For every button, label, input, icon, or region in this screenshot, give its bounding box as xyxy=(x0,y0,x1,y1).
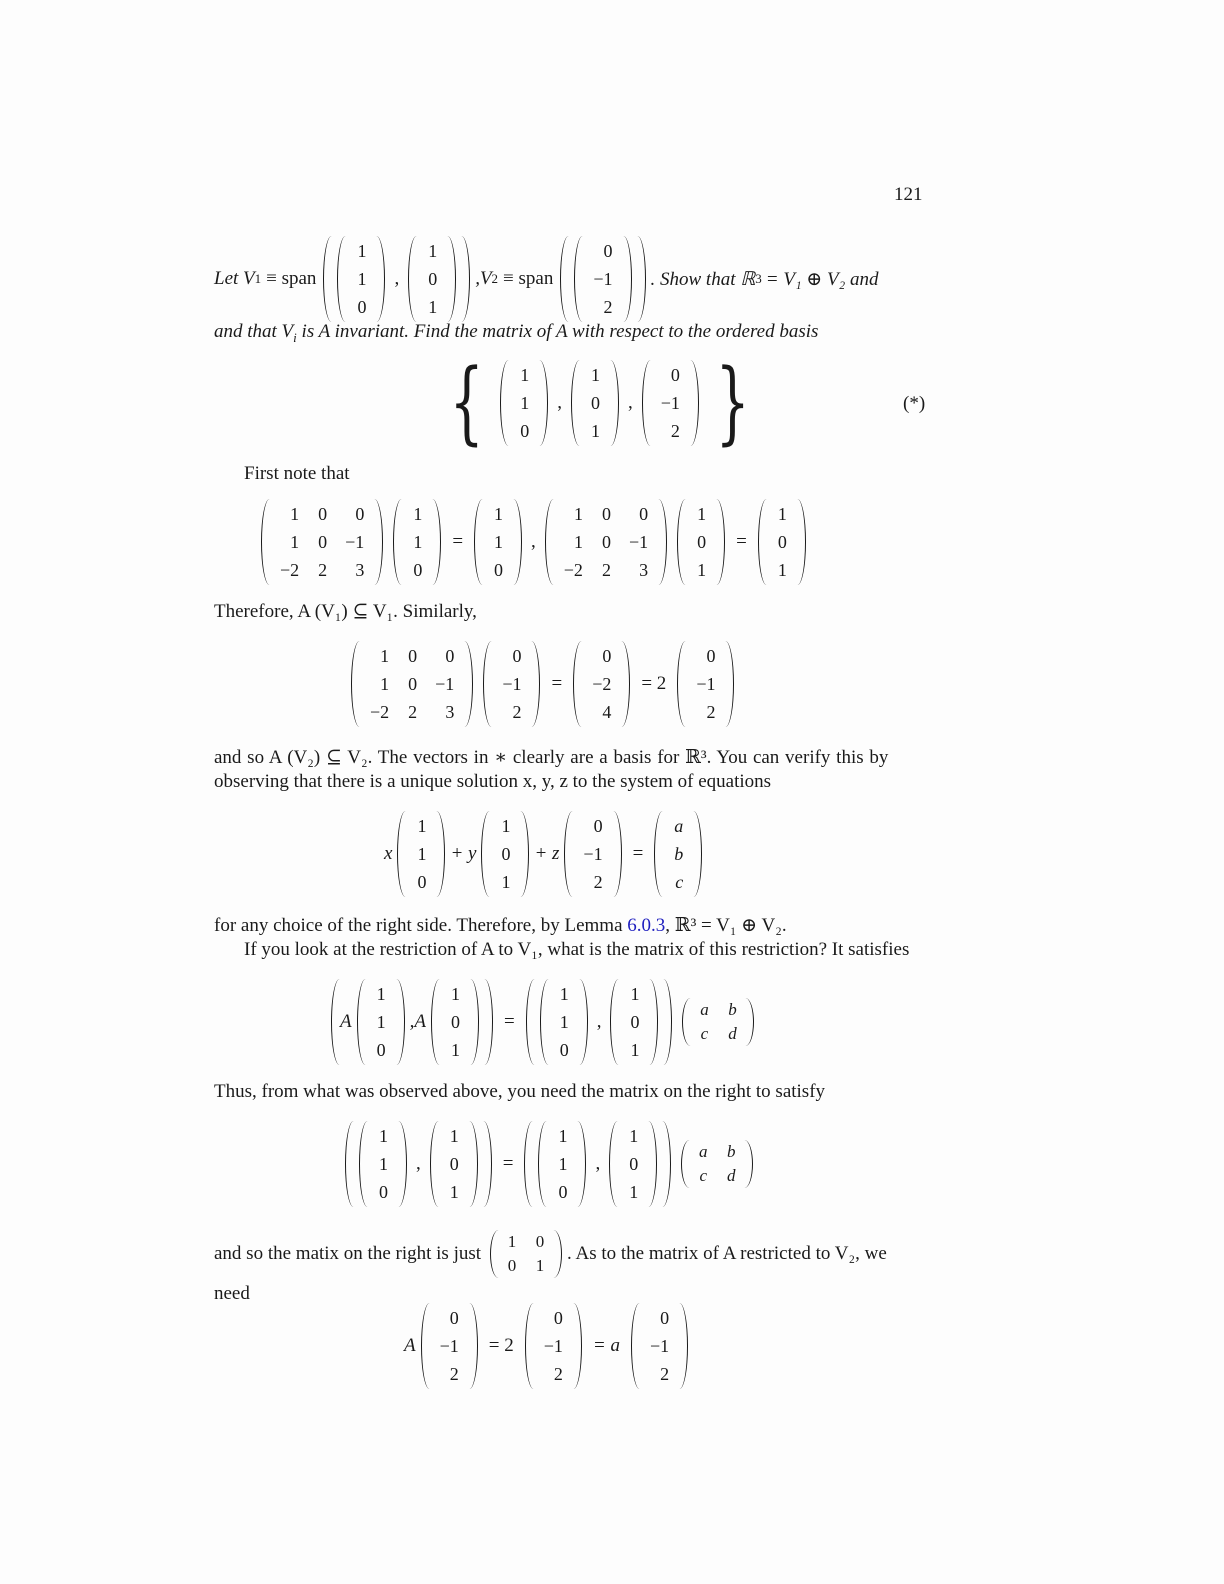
matrix-entry: 0 xyxy=(507,1256,517,1275)
equation-thus xyxy=(340,1120,758,1208)
span-text: ≡ span xyxy=(266,268,317,289)
matrix-entry: 0 xyxy=(535,1232,545,1251)
matrix-entry: 1 xyxy=(417,816,427,836)
matrix-entry: 0 xyxy=(413,560,423,580)
matrix-entry: 0 xyxy=(591,393,601,413)
matrix-entry: −1 xyxy=(628,532,649,552)
matrix-abcd-2 xyxy=(678,1139,756,1189)
matrix-entry: 0 xyxy=(593,816,603,836)
matrix-entry: 1 xyxy=(428,241,438,261)
restr-vector-2 xyxy=(428,978,482,1066)
subscript: 2 xyxy=(491,271,499,286)
line2-text: and that V xyxy=(214,321,294,342)
matrix-entry: 1 xyxy=(450,1040,460,1060)
vector-v2-b xyxy=(480,640,543,728)
matrix-entry: 1 xyxy=(449,1126,459,1146)
matrix-entry: −2 xyxy=(592,674,612,694)
matrix-entry: 0 xyxy=(603,241,613,261)
identity-matrix xyxy=(487,1229,565,1279)
matrix-entry: b xyxy=(728,1000,737,1019)
restr-vector-3 xyxy=(537,978,591,1066)
equals-sign: = xyxy=(452,531,464,552)
vector-110 xyxy=(390,498,444,586)
matrix-entry: 0 xyxy=(697,532,707,552)
sys-vector-2 xyxy=(478,810,532,898)
matrix-entry: −1 xyxy=(345,532,365,552)
matrix-a xyxy=(258,498,386,586)
matrix-entry: 2 xyxy=(318,560,328,580)
comma: , xyxy=(628,392,633,413)
ordered-basis xyxy=(438,350,761,455)
matrix-entry: 1 xyxy=(380,646,390,666)
matrix-entry: 2 xyxy=(593,872,603,892)
matrix-entry: −1 xyxy=(649,1336,670,1356)
identity-post-text: . As to the matrix of A restricted to V₂, we xyxy=(567,1243,887,1264)
matrix-entry: 2 xyxy=(512,702,522,722)
equation-system xyxy=(384,810,707,898)
thus-vector-2 xyxy=(427,1120,481,1208)
matrix-entry: −1 xyxy=(593,269,613,289)
final-vector-1 xyxy=(418,1302,481,1390)
matrix-entry: 0 xyxy=(450,1012,460,1032)
equals-sign: = xyxy=(503,1011,515,1032)
matrix-entry: a xyxy=(700,1000,709,1019)
plus-y: + y xyxy=(450,843,477,864)
matrix-entry: 3 xyxy=(445,702,455,722)
matrix-entry: c xyxy=(699,1166,707,1185)
subscript-i: i xyxy=(293,329,297,345)
matrix-entry: −1 xyxy=(583,844,603,864)
identity-pre-text: and so the matix on the right is just xyxy=(214,1243,482,1264)
matrix-entry: 1 xyxy=(520,393,530,413)
matrix-entry: 1 xyxy=(558,1126,568,1146)
para3-pre: for any choice of the right side. Therefore, by Lemma xyxy=(214,915,628,936)
matrix-entry: 0 xyxy=(318,504,328,524)
matrix-entry: −1 xyxy=(660,393,680,413)
matrix-entry: c xyxy=(675,872,684,892)
matrix-entry: −1 xyxy=(435,674,455,694)
result-vector-3 xyxy=(570,640,633,728)
matrix-entry: −1 xyxy=(696,674,716,694)
matrix-entry: 0 xyxy=(553,1308,563,1328)
matrix-entry: −1 xyxy=(439,1336,459,1356)
v2-label: ,V xyxy=(475,268,492,289)
line2-rest: is A invariant. Find the matrix of A with respect to the ordered basis xyxy=(296,321,819,342)
comma: , xyxy=(596,1011,602,1032)
matrix-entry: a xyxy=(674,816,684,836)
show-that-text: . Show that ℝ xyxy=(650,268,756,290)
matrix-a-3 xyxy=(348,640,476,728)
outer-paren-lhs xyxy=(328,978,496,1066)
sys-vector-1 xyxy=(394,810,448,898)
matrix-entry: 0 xyxy=(512,646,522,666)
equals-sign: = xyxy=(736,531,747,552)
matrix-entry: 1 xyxy=(376,1012,386,1032)
matrix-entry: 0 xyxy=(601,504,611,524)
matrix-entry: 2 xyxy=(553,1364,563,1384)
outer-paren-rhs xyxy=(523,978,676,1066)
matrix-entry: 0 xyxy=(379,1182,388,1202)
comma: , xyxy=(416,1153,421,1174)
equation-final xyxy=(404,1302,693,1390)
equals-two: = 2 xyxy=(488,1335,514,1356)
matrix-entry: 0 xyxy=(629,1154,639,1174)
matrix-entry: 1 xyxy=(290,504,300,524)
thus-vector-1 xyxy=(356,1120,410,1208)
matrix-entry: 2 xyxy=(603,297,613,317)
lemma-link[interactable]: 6.0.3 xyxy=(627,915,666,936)
sys-rhs xyxy=(651,810,705,898)
matrix-entry: 3 xyxy=(639,560,649,580)
direct-sum-text: = V₁ ⊕ V₂ and xyxy=(765,268,879,290)
thus-vector-4 xyxy=(606,1120,660,1208)
problem-statement-line2 xyxy=(214,320,818,350)
restr-vector-1 xyxy=(354,978,408,1066)
var-x: x xyxy=(384,843,393,864)
result-vector-2 xyxy=(755,498,809,586)
vector-v1b xyxy=(405,235,459,323)
matrix-entry: −1 xyxy=(543,1336,563,1356)
matrix-entry: 1 xyxy=(591,365,601,385)
final-vector-3 xyxy=(628,1302,691,1390)
matrix-entry: 0 xyxy=(706,646,716,666)
sys-vector-3 xyxy=(561,810,624,898)
matrix-entry: 0 xyxy=(602,646,612,666)
matrix-entry: 2 xyxy=(670,421,680,441)
outer-paren-2 xyxy=(557,235,648,323)
identity-line xyxy=(214,1224,887,1284)
matrix-entry: 0 xyxy=(408,674,418,694)
matrix-entry: a xyxy=(698,1142,708,1161)
matrix-entry: d xyxy=(726,1166,736,1185)
matrix-entry: 0 xyxy=(445,646,455,666)
matrix-entry: 1 xyxy=(630,984,640,1004)
matrix-entry: 1 xyxy=(697,560,707,580)
matrix-entry: 1 xyxy=(449,1182,459,1202)
matrix-entry: −2 xyxy=(280,560,300,580)
equals-sign: = xyxy=(551,673,563,694)
matrix-entry: 0 xyxy=(417,872,427,892)
matrix-entry: 1 xyxy=(559,984,569,1004)
matrix-entry: 1 xyxy=(413,504,423,524)
matrix-entry: 0 xyxy=(660,1308,670,1328)
basis-vector-2 xyxy=(568,359,622,447)
matrix-entry: 1 xyxy=(380,674,390,694)
matrix-entry: 1 xyxy=(697,504,707,524)
a-label-final: A xyxy=(404,1335,416,1356)
vector-v2 xyxy=(571,235,634,323)
need-text: need xyxy=(214,1283,250,1304)
matrix-entry: b xyxy=(726,1142,736,1161)
matrix-entry: 2 xyxy=(449,1364,459,1384)
result-vector-1 xyxy=(471,498,525,586)
matrix-abcd xyxy=(679,997,757,1047)
restr-vector-4 xyxy=(607,978,661,1066)
matrix-entry: 0 xyxy=(670,365,680,385)
equation-av1 xyxy=(256,498,811,586)
matrix-entry: 1 xyxy=(413,532,423,552)
paragraph3-line2: If you look at the restriction of A to V₁, what is the matrix of this restriction? It satisfies xyxy=(244,939,910,960)
matrix-entry: c xyxy=(700,1024,709,1043)
comma: , xyxy=(557,392,563,413)
matrix-entry: 1 xyxy=(629,1182,639,1202)
matrix-entry: 0 xyxy=(318,532,328,552)
first-note-text: First note that xyxy=(244,463,350,484)
matrix-entry: 1 xyxy=(535,1256,545,1275)
a-comma: ,A xyxy=(409,1011,426,1032)
matrix-entry: 2 xyxy=(660,1364,670,1384)
comma: , xyxy=(531,531,536,552)
comma: , xyxy=(595,1153,601,1174)
paragraph3-line1 xyxy=(214,914,787,938)
matrix-entry: 1 xyxy=(357,241,367,261)
para3-post: , ℝ³ = V₁ ⊕ V₂. xyxy=(665,915,787,936)
matrix-entry: d xyxy=(728,1024,737,1043)
matrix-entry: 0 xyxy=(449,1308,459,1328)
equation-label-star: (*) xyxy=(903,393,926,414)
a-label: A xyxy=(340,1011,352,1032)
matrix-entry: 1 xyxy=(450,984,460,1004)
matrix-entry: 0 xyxy=(559,1040,569,1060)
matrix-entry: 2 xyxy=(706,702,716,722)
equals-a: = a xyxy=(592,1335,620,1356)
paragraph2-line1: and so A (V₂) ⊆ V₂. The vectors in ∗ clearly are a basis for ℝ³. You can verify this by xyxy=(214,747,889,768)
matrix-entry: 1 xyxy=(777,504,787,524)
final-vector-2 xyxy=(522,1302,585,1390)
matrix-entry: 0 xyxy=(376,1040,386,1060)
equation-restriction xyxy=(326,978,759,1066)
matrix-a-2 xyxy=(542,498,670,586)
vector-v1a xyxy=(334,235,388,323)
matrix-entry: 1 xyxy=(417,844,427,864)
comma: , xyxy=(394,268,400,289)
matrix-entry: 1 xyxy=(501,816,511,836)
matrix-entry: 1 xyxy=(777,560,787,580)
superscript: 3 xyxy=(755,271,762,286)
matrix-entry: 1 xyxy=(629,1126,639,1146)
equals-sign: = xyxy=(632,843,644,864)
matrix-entry: 2 xyxy=(601,560,611,580)
matrix-entry: 1 xyxy=(630,1040,640,1060)
matrix-entry: 1 xyxy=(591,421,601,441)
plus-z: + z xyxy=(534,843,560,864)
matrix-entry: 0 xyxy=(501,844,511,864)
matrix-entry: 0 xyxy=(520,421,530,441)
matrix-entry: 0 xyxy=(408,646,418,666)
matrix-entry: 1 xyxy=(428,297,438,317)
matrix-entry: 1 xyxy=(379,1126,388,1146)
matrix-entry: 0 xyxy=(355,504,365,524)
matrix-entry: 0 xyxy=(357,297,367,317)
matrix-entry: 3 xyxy=(355,560,365,580)
matrix-entry: 1 xyxy=(573,532,583,552)
matrix-entry: 1 xyxy=(376,984,386,1004)
problem-statement-line1 xyxy=(214,238,878,320)
matrix-entry: 0 xyxy=(428,269,438,289)
matrix-entry: 0 xyxy=(630,1012,640,1032)
matrix-entry: 0 xyxy=(777,532,787,552)
thus-vector-3 xyxy=(535,1120,589,1208)
span-text-2: ≡ span xyxy=(503,268,554,289)
matrix-entry: 1 xyxy=(507,1232,517,1251)
matrix-entry: 0 xyxy=(639,504,649,524)
matrix-entry: 0 xyxy=(494,560,504,580)
matrix-entry: 1 xyxy=(379,1154,388,1174)
matrix-entry: 1 xyxy=(501,872,511,892)
basis-vector-3 xyxy=(639,359,702,447)
matrix-entry: 1 xyxy=(520,365,530,385)
matrix-entry: 0 xyxy=(449,1154,459,1174)
matrix-entry: 1 xyxy=(290,532,300,552)
outer-paren-rhs-2 xyxy=(521,1120,674,1208)
equals-two: = 2 xyxy=(641,673,667,694)
basis-vector-1 xyxy=(497,359,551,447)
thus-text: Thus, from what was observed above, you need the matrix on the right to satisfy xyxy=(214,1081,826,1102)
outer-paren xyxy=(320,235,473,323)
subscript: 1 xyxy=(254,271,262,286)
matrix-entry: b xyxy=(674,844,684,864)
outer-paren-lhs-2 xyxy=(342,1120,495,1208)
vector-v2-c xyxy=(674,640,737,728)
equation-av2 xyxy=(346,640,739,728)
matrix-entry: 1 xyxy=(559,1012,569,1032)
therefore-text: Therefore, A (V₁) ⊆ V₁. Similarly, xyxy=(214,601,477,622)
page-number: 121 xyxy=(894,184,923,205)
vector-101 xyxy=(674,498,728,586)
matrix-entry: −1 xyxy=(502,674,522,694)
matrix-entry: 0 xyxy=(558,1182,568,1202)
let-text: Let V xyxy=(214,268,255,289)
matrix-entry: 1 xyxy=(494,504,504,524)
matrix-entry: 2 xyxy=(408,702,418,722)
matrix-entry: 0 xyxy=(601,532,611,552)
left-brace: { xyxy=(449,350,484,455)
matrix-entry: 1 xyxy=(573,504,583,524)
matrix-entry: −2 xyxy=(370,702,390,722)
right-brace: } xyxy=(715,350,750,455)
matrix-entry: 4 xyxy=(602,702,612,722)
paragraph2-line2: observing that there is a unique solution x, y, z to the system of equations xyxy=(214,771,772,792)
equals-sign: = xyxy=(502,1153,514,1174)
matrix-entry: −2 xyxy=(563,560,583,580)
matrix-entry: 1 xyxy=(357,269,367,289)
matrix-entry: 1 xyxy=(558,1154,568,1174)
matrix-entry: 1 xyxy=(494,532,504,552)
